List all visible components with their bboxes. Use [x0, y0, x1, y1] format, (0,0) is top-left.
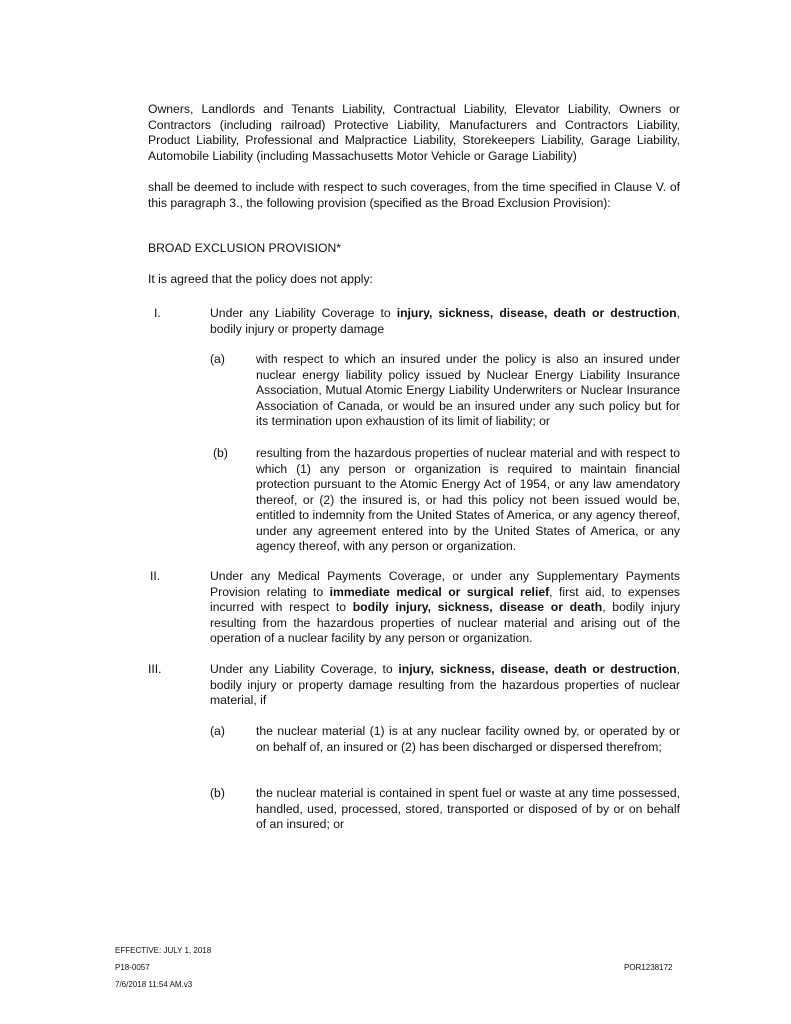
- section-number-i: I.: [154, 306, 161, 320]
- coverage-list-paragraph: Owners, Landlords and Tenants Liability, Contractual Liability, Elevator Liability, Owners or Contractors (including railroad) Protective Liability, Manufacturers and Contractors Liability, Product Liability, Professional and Malpractice Liability, Storekeepers Liability, Garage Liability, Automobile Liability (including Massachusetts Motor Vehicle or Garage Liability): [148, 102, 680, 163]
- clause-i-b-text: resulting from the hazardous properties of nuclear material and with respect to which (1) any person or organization is required to maintain financial protection pursuant to the Atomic Energy Act of 1954, or any law amendatory thereof, or (2) the insured is, or had this policy not been issued would be, entitled to indemnity from the United States of America, or any agency thereof, under any agreement entered into by the United States of America, or any agency thereof, with any person or organization.: [256, 446, 680, 553]
- section-i-post: , bodily injury or property damage: [210, 306, 680, 336]
- footer-form-number: P18-0057: [115, 963, 150, 972]
- section-number-iii: III.: [148, 662, 162, 676]
- clause-iii-b-label: (b): [210, 786, 225, 800]
- clause-i-a-text: with respect to which an insured under the policy is also an insured under nuclear energy liability policy issued by Nuclear Energy Liability Insurance Association, Mutual Atomic Energy Liability Underwriters or Nuclear Insurance Association of Canada, or would be an insured under any such policy but for its termination upon exhaustion of its limit of liability; or: [256, 352, 680, 428]
- clause-i-a-label: (a): [210, 352, 225, 366]
- section-heading: BROAD EXCLUSION PROVISION*: [148, 241, 342, 255]
- section-i-pre: Under any Liability Coverage to: [210, 306, 397, 320]
- clause-iii-a-text: the nuclear material (1) is at any nuclear facility owned by, or operated by or on behalf of, an insured or (2) has been discharged or dispersed therefrom;: [256, 724, 680, 754]
- section-iii-text: [210, 662, 680, 709]
- clause-iii-a-label: (a): [210, 724, 225, 738]
- section-ii-bold-1: immediate medical or surgical relief: [329, 584, 550, 599]
- section-iii-pre: Under any Liability Coverage, to: [210, 662, 399, 676]
- clause-iii-b-text: the nuclear material is contained in spent fuel or waste at any time possessed, handled, used, processed, stored, transported or disposed of by or on behalf of an insured; or: [256, 786, 680, 831]
- section-i-text: [210, 306, 680, 337]
- footer-policy-code: POR1238172: [624, 963, 673, 972]
- clause-i-b-label: (b): [213, 446, 228, 460]
- footer-timestamp: 7/6/2018 11:54 AM.v3: [115, 980, 193, 989]
- section-iii-bold: injury, sickness, disease, death or destruction: [398, 662, 677, 676]
- agreed-statement: It is agreed that the policy does not apply:: [148, 272, 373, 286]
- section-ii-pre: Under any Medical Payments Coverage, or under any Supplementary Payments Provision relating to: [210, 569, 680, 599]
- footer-effective-date: EFFECTIVE: JULY 1, 2018: [115, 946, 212, 955]
- deemed-paragraph: shall be deemed to include with respect to such coverages, from the time specified in Clause V. of this paragraph 3., the following provision (specified as the Broad Exclusion Provision):: [148, 180, 680, 210]
- section-ii-post: , bodily injury resulting from the hazardous properties of nuclear material and arising out of the operation of a nuclear facility by any person or organization.: [210, 600, 680, 645]
- section-number-ii: II.: [150, 569, 161, 583]
- section-i-bold: injury, sickness, disease, death or destruction: [396, 306, 677, 320]
- section-ii-bold-2: bodily injury, sickness, disease or death: [352, 600, 603, 614]
- section-ii-text: [210, 569, 680, 647]
- section-iii-post: , bodily injury or property damage resulting from the hazardous properties of nuclear material, if: [210, 662, 680, 707]
- section-ii-mid: , first aid, to expenses incurred with respect to: [210, 584, 680, 614]
